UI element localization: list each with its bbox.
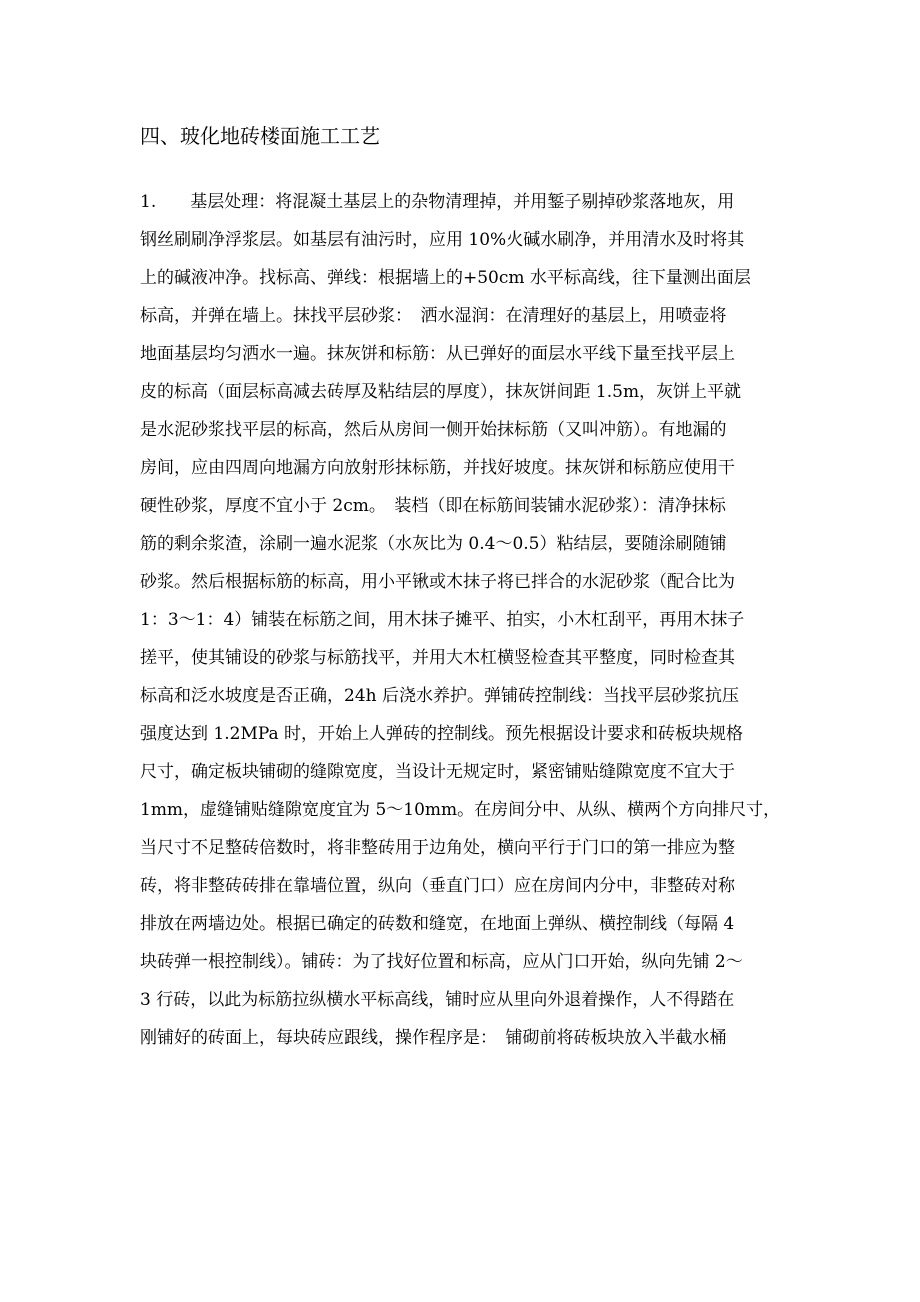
body-line: 当尺寸不足整砖倍数时，将非整砖用于边角处，横向平行于门口的第一排应为整 bbox=[140, 838, 735, 858]
body-line: 标高和泛水坡度是否正确，24h 后浇水养护。弹铺砖控制线：当找平层砂浆抗压 bbox=[140, 686, 739, 706]
body-line: 上的碱液冲净。找标高、弹线：根据墙上的+50cm 水平标高线，往下量测出面层 bbox=[140, 268, 751, 288]
body-line: 地面基层均匀洒水一遍。抹灰饼和标筋：从已弹好的面层水平线下量至找平层上 bbox=[140, 344, 735, 364]
body-line: 1mm，虚缝铺贴缝隙宽度宜为 5～10mm。在房间分中、从纵、横两个方向排尺寸， bbox=[140, 800, 781, 820]
body-line: 块砖弹一根控制线）。铺砖：为了找好位置和标高，应从门口开始，纵向先铺 2～ bbox=[140, 952, 743, 972]
body-line: 砂浆。然后根据标筋的标高，用小平锹或木抹子将已拌合的水泥砂浆（配合比为 bbox=[140, 572, 735, 592]
body-line: 1：3～1：4）铺装在标筋之间，用木抹子摊平、拍实，小木杠刮平，再用木抹子 bbox=[140, 610, 745, 630]
body-line: 硬性砂浆，厚度不宜小于 2cm。 装档（即在标筋间装铺水泥砂浆）：清净抹标 bbox=[140, 496, 726, 516]
body-line: 房间，应由四周向地漏方向放射形抹标筋，并找好坡度。抹灰饼和标筋应使用干 bbox=[140, 458, 735, 478]
body-line: 皮的标高（面层标高减去砖厚及粘结层的厚度），抹灰饼间距 1.5m，灰饼上平就 bbox=[140, 382, 742, 402]
body-line: 强度达到 1.2MPa 时，开始上人弹砖的控制线。预先根据设计要求和砖板块规格 bbox=[140, 724, 744, 744]
body-line: 刚铺好的砖面上，每块砖应跟线，操作程序是： 铺砌前将砖板块放入半截水桶 bbox=[140, 1028, 727, 1048]
body-line: 标高，并弹在墙上。抹找平层砂浆： 洒水湿润：在清理好的基层上，用喷壶将 bbox=[140, 306, 727, 326]
body-line: 3 行砖，以此为标筋拉纵横水平标高线，铺时应从里向外退着操作，人不得踏在 bbox=[140, 990, 735, 1010]
body-line: 是水泥砂浆找平层的标高，然后从房间一侧开始抹标筋（又叫冲筋）。有地漏的 bbox=[140, 420, 727, 440]
body-line: 钢丝刷刷净浮浆层。如基层有油污时，应用 10%火碱水刷净，并用清水及时将其 bbox=[140, 230, 745, 250]
body-line: 砖，将非整砖砖排在靠墙位置，纵向（垂直门口）应在房间内分中，非整砖对称 bbox=[140, 876, 735, 896]
body-line: 筋的剩余浆渣，涂刷一遍水泥浆（水灰比为 0.4～0.5）粘结层，要随涂刷随铺 bbox=[140, 534, 727, 554]
body-line: 尺寸，确定板块铺砌的缝隙宽度，当设计无规定时，紧密铺贴缝隙宽度不宜大于 bbox=[140, 762, 735, 782]
body-line: 搓平，使其铺设的砂浆与标筋找平，并用大木杠横竖检查其平整度，同时检查其 bbox=[140, 648, 735, 668]
section-heading: 四、玻化地砖楼面施工工艺 bbox=[140, 124, 380, 148]
body-line: 1. 基层处理：将混凝土基层上的杂物清理掉，并用錾子剔掉砂浆落地灰，用 bbox=[140, 192, 735, 212]
body-line: 排放在两墙边处。根据已确定的砖数和缝宽，在地面上弹纵、横控制线（每隔 4 bbox=[140, 914, 735, 934]
